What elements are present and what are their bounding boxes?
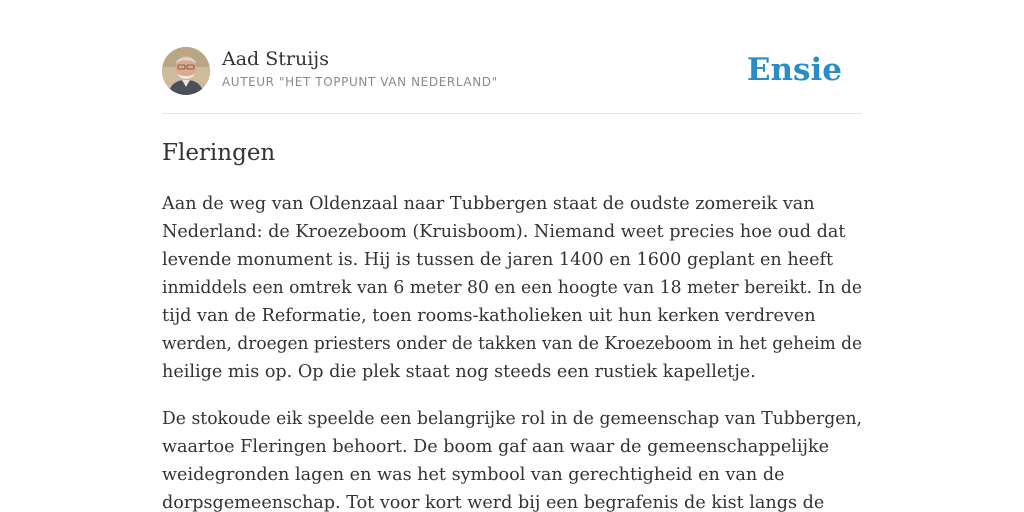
paragraph-line: dorpsgemeenschap. Tot voor kort werd bij een begrafenis de kist langs de xyxy=(162,493,825,512)
article-title: Fleringen xyxy=(162,140,276,166)
article-paragraph xyxy=(162,190,862,386)
avatar[interactable] xyxy=(162,47,210,95)
paragraph-line: tijd van de Reformatie, toen rooms-katholieken uit hun kerken verdreven xyxy=(162,306,816,326)
paragraph-line: heilige mis op. Op die plek staat nog steeds een rustiek kapelletje. xyxy=(162,362,756,382)
author-photo-icon xyxy=(162,47,210,95)
paragraph-line: weidegronden lagen en was het symbool van gerechtigheid en van de xyxy=(162,465,785,485)
author-bio: AUTEUR "HET TOPPUNT VAN NEDERLAND" xyxy=(222,75,498,89)
paragraph-line: Nederland: de Kroezeboom (Kruisboom). Niemand weet precies hoe oud dat xyxy=(162,222,846,242)
paragraph-line: werden, droegen priesters onder de takken van de Kroezeboom in het geheim de xyxy=(162,334,862,354)
paragraph-line: waartoe Fleringen behoort. De boom gaf aan waar de gemeenschappelijke xyxy=(162,437,830,457)
article-paragraph xyxy=(162,405,862,512)
brand-logo[interactable]: Ensie xyxy=(746,52,842,88)
author-name[interactable]: Aad Struijs xyxy=(222,48,329,70)
paragraph-line: levende monument is. Hij is tussen de jaren 1400 en 1600 geplant en heeft xyxy=(162,250,834,270)
header-divider xyxy=(162,113,862,114)
paragraph-line: Aan de weg van Oldenzaal naar Tubbergen staat de oudste zomereik van xyxy=(162,194,815,214)
paragraph-line: De stokoude eik speelde een belangrijke rol in de gemeenschap van Tubbergen, xyxy=(162,409,862,429)
paragraph-line: inmiddels een omtrek van 6 meter 80 en een hoogte van 18 meter bereikt. In de xyxy=(162,278,862,298)
author-header xyxy=(162,46,862,96)
article-body xyxy=(162,190,862,512)
